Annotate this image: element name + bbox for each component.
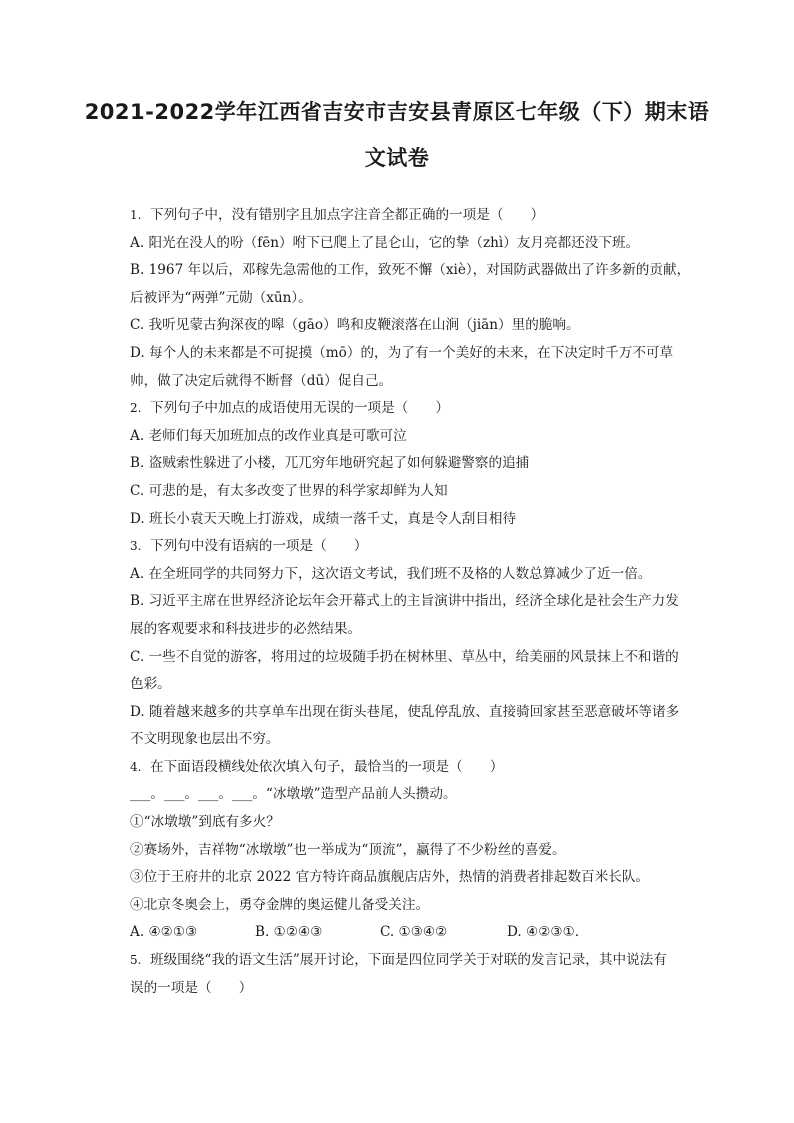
question-text: 下列句子中，没有错别字且加点字注音全都正确的一项是（ ）	[150, 207, 545, 223]
question-number: 3.	[130, 539, 142, 554]
question-5-stem-cont: 误的一项是（ ）	[130, 979, 253, 996]
question-1-stem	[130, 202, 700, 230]
question-1-option-b: B. 1967 年以后，邓稼先急需他的工作，致死不懈（xiè），对国防武器做出了许多新的贡献，	[130, 262, 691, 279]
question-2-option-b: B. 盗贼索性躲进了小楼，兀兀穷年地研究起了如何躲避警察的追捕	[130, 455, 530, 472]
question-3-stem	[130, 533, 700, 561]
question-4-sentence-2: ②赛场外，吉祥物“冰墩墩”也一举成为“顶流”，赢得了不少粉丝的喜爱。	[130, 841, 566, 858]
question-3-option-c-cont: 色彩。	[130, 676, 171, 693]
question-3-option-a: A. 在全班同学的共同努力下，这次语文考试，我们班不及格的人数总算减少了近一倍。	[130, 565, 652, 582]
question-number: 5.	[130, 953, 142, 968]
exam-title-line-1: 2021-2022学年江西省吉安市吉安县青原区七年级（下）期末语	[84, 100, 710, 124]
question-4-option-c: C. ①③④②	[380, 924, 448, 941]
question-text: 下列句子中加点的成语使用无误的一项是（ ）	[150, 400, 450, 417]
question-2-option-a: A. 老师们每天加班加点的改作业真是可歌可泣	[130, 427, 407, 444]
question-2-option-c: C. 可悲的是，有太多改变了世界的科学家却鲜为人知	[130, 482, 448, 499]
question-4-option-d: D. ④②③①.	[507, 924, 580, 941]
question-text: 在下面语段横线处依次填入句子，最恰当的一项是（ ）	[150, 758, 504, 775]
question-2-option-d: D. 班长小袁天天晚上打游戏，成绩一落千丈，真是令人刮目相待	[130, 510, 517, 527]
question-4-sentence-1: ①“冰墩墩”到底有多火？	[130, 814, 280, 831]
question-4-option-a: A. ④②①③	[130, 924, 198, 941]
question-number: 1.	[130, 208, 142, 222]
question-1-option-d: D. 每个人的未来都是不可捉摸（mō）的，为了有一个美好的未来，在下决定时千万不可草	[130, 344, 674, 361]
question-4-stem	[130, 754, 700, 782]
question-3-option-b-cont: 展的客观要求和科技进步的必然结果。	[130, 620, 362, 637]
question-4-blanks: ___。___。___。___。“冰墩墩”造型产品前人头攒动。	[130, 786, 457, 803]
question-4-sentence-4: ④北京冬奥会上，勇夺金牌的奥运健儿备受关注。	[130, 896, 430, 913]
question-3-option-c: C. 一些不自觉的游客，将用过的垃圾随手扔在树林里、草丛中，给美丽的风景抹上不和谐的	[130, 648, 679, 665]
question-number: 4.	[130, 759, 142, 774]
question-text: 下列句中没有语病的一项是（ ）	[150, 538, 368, 555]
question-4-option-b: B. ①②④③	[255, 924, 323, 941]
question-5-stem	[130, 947, 700, 975]
question-3-option-b: B. 习近平主席在世界经济论坛年会开幕式上的主旨演讲中指出，经济全球化是社会生产力发	[130, 593, 679, 610]
question-2-stem	[130, 395, 700, 423]
question-1-option-a: A. 阳光在没人的吩（fēn）咐下已爬上了昆仑山，它的挚（zhì）友月亮都还没下班。	[130, 234, 640, 251]
question-number: 2.	[130, 401, 142, 416]
question-text: 班级围绕“我的语文生活”展开讨论，下面是四位同学关于对联的发言记录，其中说法有	[150, 952, 667, 969]
question-4-options	[130, 919, 700, 947]
exam-title-line-2: 文试卷	[364, 146, 430, 170]
question-list	[130, 202, 700, 1002]
question-3-option-d: D. 随着越来越多的共享单车出现在街头巷尾，使乱停乱放、直接骑回家甚至恶意破坏等诸多	[130, 703, 680, 720]
question-4-sentence-3: ③位于王府井的北京 2022 官方特许商品旗舰店店外，热情的消费者排起数百米长队。	[130, 869, 650, 886]
question-1-option-b-cont: 后被评为“两弹”元勋（xūn）。	[130, 289, 312, 306]
question-1-option-d-cont: 帅，做了决定后就得不断督（dū）促自己。	[130, 372, 393, 389]
question-3-option-d-cont: 不文明现象也层出不穷。	[130, 731, 280, 748]
question-1-option-c: C. 我听见蒙古狗深夜的嗥（gāo）鸣和皮鞭滚落在山涧（jiān）里的脆响。	[130, 317, 580, 334]
